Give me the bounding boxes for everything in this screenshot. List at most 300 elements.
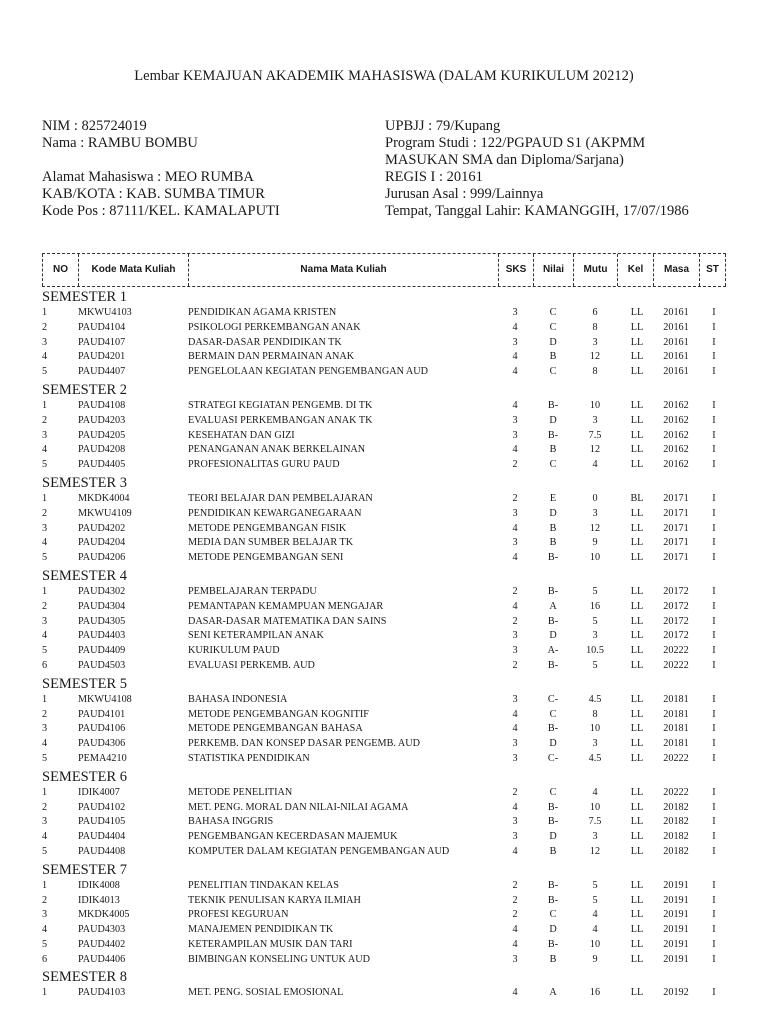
cell-masa: 20181 — [663, 708, 689, 720]
col-header-kode: Kode Mata Kuliah — [78, 254, 188, 286]
semester-title: SEMESTER 8 — [42, 969, 127, 986]
col-header-sks: SKS — [498, 254, 533, 286]
cell-no: 5 — [42, 459, 48, 471]
table-header — [42, 253, 726, 287]
cell-nama: EVALUASI PERKEMBANGAN ANAK TK — [188, 414, 373, 426]
cell-nama: PERKEMB. DAN KONSEP DASAR PENGEMB. AUD — [188, 738, 420, 750]
cell-kel: LL — [630, 723, 644, 735]
table-row — [42, 429, 726, 444]
cell-nilai: C — [549, 708, 557, 720]
cell-masa: 20181 — [663, 693, 689, 705]
cell-no: 2 — [42, 507, 48, 519]
info-line: REGIS I : 20161 — [385, 169, 483, 185]
cell-mutu: 12 — [589, 845, 601, 857]
cell-mutu: 10 — [589, 801, 601, 813]
cell-no: 4 — [42, 831, 48, 843]
cell-kel: LL — [630, 459, 644, 471]
cell-masa: 20161 — [663, 336, 689, 348]
cell-kel: LL — [630, 615, 644, 627]
cell-masa: 20171 — [663, 552, 689, 564]
cell-nilai: C — [549, 307, 557, 318]
cell-mutu: 4.5 — [588, 752, 602, 764]
cell-kode: PAUD4203 — [78, 414, 126, 426]
cell-kode: MKDK4004 — [78, 492, 130, 504]
info-line: UPBJJ : 79/Kupang — [385, 118, 501, 134]
cell-kode: MKWU4109 — [78, 507, 132, 519]
info-line: Jurusan Asal : 999/Lainnya — [385, 186, 544, 202]
table-row — [42, 306, 726, 321]
table-row — [42, 845, 726, 860]
cell-sks: 4 — [512, 552, 518, 564]
cell-no: 3 — [42, 723, 48, 735]
cell-masa: 20161 — [663, 351, 689, 363]
table-row — [42, 336, 726, 351]
table-row — [42, 458, 726, 473]
cell-kel: LL — [630, 909, 644, 921]
cell-no: 5 — [42, 938, 48, 950]
semester-title: SEMESTER 1 — [42, 289, 127, 305]
cell-masa: 20222 — [663, 786, 689, 798]
cell-kel: LL — [630, 693, 644, 705]
cell-mutu: 10 — [589, 552, 601, 564]
cell-no: 2 — [42, 801, 48, 813]
table-row — [42, 923, 726, 938]
cell-nilai: D — [549, 414, 557, 426]
cell-nilai: D — [549, 507, 557, 519]
cell-st: I — [712, 645, 716, 657]
cell-kode: PAUD4305 — [78, 615, 126, 627]
semester-title: SEMESTER 7 — [42, 861, 127, 878]
cell-sks: 2 — [512, 492, 518, 504]
cell-kode: PAUD4402 — [78, 938, 126, 950]
cell-kode: PAUD4503 — [78, 659, 126, 671]
cell-kel: LL — [630, 801, 644, 813]
cell-kode: PAUD4104 — [78, 321, 126, 333]
cell-nama: TEKNIK PENULISAN KARYA ILMIAH — [188, 894, 361, 906]
cell-kel: LL — [630, 600, 644, 612]
cell-nama: PROFESI KEGURUAN — [188, 909, 289, 921]
cell-nilai: B — [549, 953, 557, 965]
cell-kel: LL — [630, 307, 644, 318]
cell-st: I — [712, 738, 716, 750]
cell-kel: LL — [630, 924, 644, 936]
cell-kode: PAUD4208 — [78, 444, 126, 456]
cell-sks: 3 — [512, 507, 518, 519]
table-row — [42, 659, 726, 674]
cell-kode: PAUD4101 — [78, 708, 126, 720]
cell-sks: 4 — [512, 321, 518, 333]
table-row — [42, 786, 726, 801]
table-row — [42, 752, 726, 767]
cell-kode: PAUD4304 — [78, 600, 126, 612]
cell-st: I — [712, 693, 716, 705]
table-row — [42, 414, 726, 429]
cell-nilai: D — [549, 336, 557, 348]
cell-st: I — [712, 938, 716, 950]
cell-mutu: 3 — [592, 336, 598, 348]
cell-mutu: 10 — [589, 399, 601, 411]
cell-nilai: C- — [547, 693, 559, 705]
cell-nama: BAHASA INGGRIS — [188, 816, 274, 828]
col-header-mutu: Mutu — [573, 254, 617, 286]
cell-masa: 20191 — [663, 953, 689, 965]
cell-sks: 4 — [512, 801, 518, 813]
semester-title: SEMESTER 2 — [42, 381, 127, 398]
table-row — [42, 492, 726, 507]
cell-sks: 4 — [512, 924, 518, 936]
cell-nilai: C — [549, 909, 557, 921]
cell-masa: 20171 — [663, 507, 689, 519]
cell-st: I — [712, 459, 716, 471]
cell-st: I — [712, 845, 716, 857]
cell-nilai: B- — [547, 801, 559, 813]
cell-sks: 4 — [512, 399, 518, 411]
table-row — [42, 908, 726, 923]
cell-nilai: C — [549, 366, 557, 378]
cell-nama: BIMBINGAN KONSELING UNTUK AUD — [188, 953, 370, 965]
cell-nama: METODE PENGEMBANGAN KOGNITIF — [188, 708, 369, 720]
cell-masa: 20192 — [663, 987, 689, 999]
cell-no: 3 — [42, 909, 48, 921]
cell-mutu: 12 — [589, 444, 601, 456]
info-line: Alamat Mahasiswa : MEO RUMBA — [42, 169, 254, 185]
cell-no: 5 — [42, 845, 48, 857]
cell-kel: LL — [630, 351, 644, 363]
cell-kode: PAUD4106 — [78, 723, 126, 735]
cell-nilai: E — [549, 492, 557, 504]
cell-masa: 20191 — [663, 924, 689, 936]
cell-kode: PAUD4303 — [78, 924, 126, 936]
cell-st: I — [712, 399, 716, 411]
cell-no: 6 — [42, 953, 48, 965]
cell-nilai: B — [549, 351, 557, 363]
info-line: KAB/KOTA : KAB. SUMBA TIMUR — [42, 186, 265, 202]
table-row — [42, 585, 726, 600]
table-row — [42, 629, 726, 644]
table-row — [42, 365, 726, 380]
cell-kel: LL — [630, 507, 644, 519]
cell-nama: PENGEMBANGAN KECERDASAN MAJEMUK — [188, 831, 398, 843]
cell-mutu: 5 — [592, 894, 598, 906]
cell-masa: 20172 — [663, 585, 689, 597]
cell-masa: 20161 — [663, 366, 689, 378]
cell-sks: 2 — [512, 585, 518, 597]
cell-st: I — [712, 630, 716, 642]
semester-title: SEMESTER 3 — [42, 474, 127, 491]
cell-no: 5 — [42, 366, 48, 378]
cell-mutu: 12 — [589, 351, 601, 363]
cell-nilai: A — [549, 600, 557, 612]
cell-kode: PAUD4404 — [78, 831, 126, 843]
cell-sks: 3 — [512, 831, 518, 843]
cell-kode: IDIK4008 — [78, 879, 120, 891]
table-body — [42, 289, 726, 1001]
cell-masa: 20162 — [663, 399, 689, 411]
cell-nama: PEMBELAJARAN TERPADU — [188, 585, 317, 597]
info-line: Nama : RAMBU BOMBU — [42, 135, 198, 151]
col-header-kel: Kel — [617, 254, 653, 286]
cell-mutu: 6 — [592, 307, 598, 318]
cell-sks: 2 — [512, 909, 518, 921]
cell-no: 4 — [42, 630, 48, 642]
cell-st: I — [712, 987, 716, 999]
cell-sks: 3 — [512, 816, 518, 828]
cell-nama: BAHASA INDONESIA — [188, 693, 288, 705]
table-row — [42, 722, 726, 737]
cell-mutu: 8 — [592, 708, 598, 720]
cell-kode: PAUD4408 — [78, 845, 126, 857]
cell-nama: PENANGANAN ANAK BERKELAINAN — [188, 444, 366, 456]
cell-nilai: B- — [547, 816, 559, 828]
cell-st: I — [712, 723, 716, 735]
cell-nama: KESEHATAN DAN GIZI — [188, 429, 295, 441]
cell-nilai: B- — [547, 399, 559, 411]
student-info-left — [42, 118, 280, 220]
cell-kel: LL — [630, 987, 644, 999]
cell-st: I — [712, 321, 716, 333]
cell-nama: TEORI BELAJAR DAN PEMBELAJARAN — [188, 492, 373, 504]
table-row — [42, 536, 726, 551]
cell-no: 1 — [42, 307, 48, 318]
cell-nilai: B- — [547, 585, 559, 597]
cell-kode: PAUD4403 — [78, 630, 126, 642]
cell-sks: 3 — [512, 307, 518, 318]
table-row — [42, 600, 726, 615]
cell-kel: BL — [630, 492, 644, 504]
cell-kel: LL — [630, 429, 644, 441]
cell-kel: LL — [630, 537, 644, 549]
cell-mutu: 8 — [592, 366, 598, 378]
cell-no: 1 — [42, 987, 48, 999]
cell-masa: 20171 — [663, 537, 689, 549]
info-line: Tempat, Tanggal Lahir: KAMANGGIH, 17/07/1986 — [385, 203, 689, 219]
table-row — [42, 708, 726, 723]
grades-table — [42, 253, 726, 1001]
cell-kode: PEMA4210 — [78, 752, 127, 764]
cell-kel: LL — [630, 336, 644, 348]
cell-kel: LL — [630, 816, 644, 828]
cell-st: I — [712, 786, 716, 798]
cell-sks: 3 — [512, 738, 518, 750]
cell-masa: 20161 — [663, 321, 689, 333]
table-row — [42, 815, 726, 830]
cell-sks: 2 — [512, 786, 518, 798]
cell-st: I — [712, 507, 716, 519]
cell-kel: LL — [630, 399, 644, 411]
cell-sks: 4 — [512, 600, 518, 612]
cell-sks: 4 — [512, 708, 518, 720]
cell-st: I — [712, 492, 716, 504]
cell-nama: METODE PENGEMBANGAN FISIK — [188, 522, 347, 534]
cell-mutu: 4 — [592, 459, 598, 471]
cell-no: 3 — [42, 816, 48, 828]
cell-no: 1 — [42, 879, 48, 891]
info-line: MASUKAN SMA dan Diploma/Sarjana) — [385, 152, 624, 168]
cell-nama: MET. PENG. SOSIAL EMOSIONAL — [188, 987, 344, 999]
cell-no: 4 — [42, 924, 48, 936]
cell-kode: PAUD4407 — [78, 366, 126, 378]
table-row — [42, 953, 726, 968]
cell-masa: 20222 — [663, 645, 689, 657]
cell-sks: 4 — [512, 366, 518, 378]
cell-no: 1 — [42, 492, 48, 504]
student-info-right — [385, 118, 689, 220]
cell-nilai: B — [549, 845, 557, 857]
cell-kel: LL — [630, 879, 644, 891]
cell-nama: PSIKOLOGI PERKEMBANGAN ANAK — [188, 321, 361, 333]
cell-kode: PAUD4409 — [78, 645, 126, 657]
cell-kel: LL — [630, 752, 644, 764]
info-line: NIM : 825724019 — [42, 118, 147, 134]
cell-nama: METODE PENELITIAN — [188, 786, 293, 798]
cell-nilai: C — [549, 321, 557, 333]
table-row — [42, 644, 726, 659]
cell-nama: MET. PENG. MORAL DAN NILAI-NILAI AGAMA — [188, 801, 409, 813]
cell-nama: STATISTIKA PENDIDIKAN — [188, 752, 310, 764]
cell-sks: 2 — [512, 615, 518, 627]
col-header-nilai: Nilai — [533, 254, 573, 286]
cell-nama: EVALUASI PERKEMB. AUD — [188, 659, 315, 671]
col-header-nama: Nama Mata Kuliah — [188, 254, 498, 286]
cell-kode: PAUD4206 — [78, 552, 126, 564]
cell-nilai: B — [549, 522, 557, 534]
cell-st: I — [712, 537, 716, 549]
cell-nilai: B — [549, 444, 557, 456]
cell-no: 2 — [42, 708, 48, 720]
cell-kode: PAUD4205 — [78, 429, 126, 441]
table-row — [42, 879, 726, 894]
cell-nama: PENDIDIKAN AGAMA KRISTEN — [188, 307, 337, 318]
cell-st: I — [712, 659, 716, 671]
semester-title: SEMESTER 4 — [42, 567, 127, 584]
cell-sks: 4 — [512, 938, 518, 950]
cell-mutu: 16 — [589, 600, 601, 612]
cell-no: 1 — [42, 693, 48, 705]
cell-kel: LL — [630, 845, 644, 857]
cell-masa: 20182 — [663, 831, 689, 843]
cell-mutu: 4 — [592, 786, 598, 798]
cell-no: 5 — [42, 752, 48, 764]
cell-st: I — [712, 444, 716, 456]
cell-st: I — [712, 801, 716, 813]
table-row — [42, 693, 726, 708]
cell-sks: 3 — [512, 752, 518, 764]
cell-masa: 20222 — [663, 659, 689, 671]
cell-sks: 3 — [512, 953, 518, 965]
cell-mutu: 4 — [592, 924, 598, 936]
cell-mutu: 5 — [592, 615, 598, 627]
cell-st: I — [712, 909, 716, 921]
cell-kode: PAUD4204 — [78, 537, 126, 549]
cell-no: 2 — [42, 321, 48, 333]
cell-masa: 20172 — [663, 615, 689, 627]
cell-mutu: 9 — [592, 953, 598, 965]
cell-kode: PAUD4406 — [78, 953, 126, 965]
cell-nilai: D — [549, 924, 557, 936]
cell-nilai: C- — [547, 752, 559, 764]
cell-no: 4 — [42, 444, 48, 456]
cell-nilai: D — [549, 738, 557, 750]
cell-masa: 20172 — [663, 600, 689, 612]
cell-nilai: B- — [547, 659, 559, 671]
cell-sks: 3 — [512, 537, 518, 549]
cell-nama: BERMAIN DAN PERMAINAN ANAK — [188, 351, 355, 363]
cell-nilai: B- — [547, 552, 559, 564]
cell-nama: MANAJEMEN PENDIDIKAN TK — [188, 924, 334, 936]
cell-kode: PAUD4108 — [78, 399, 126, 411]
cell-sks: 3 — [512, 693, 518, 705]
cell-mutu: 5 — [592, 659, 598, 671]
col-header-st: ST — [699, 254, 726, 286]
cell-kel: LL — [630, 786, 644, 798]
cell-mutu: 10 — [589, 723, 601, 735]
info-line: Program Studi : 122/PGPAUD S1 (AKPMM — [385, 135, 646, 151]
cell-no: 6 — [42, 659, 48, 671]
cell-nilai: B — [549, 537, 557, 549]
table-row — [42, 551, 726, 566]
cell-kode: PAUD4201 — [78, 351, 126, 363]
cell-sks: 2 — [512, 659, 518, 671]
cell-kode: MKWU4108 — [78, 693, 132, 705]
cell-nama: DASAR-DASAR MATEMATIKA DAN SAINS — [188, 615, 387, 627]
cell-st: I — [712, 351, 716, 363]
cell-kel: LL — [630, 552, 644, 564]
cell-mutu: 3 — [592, 831, 598, 843]
cell-masa: 20191 — [663, 909, 689, 921]
cell-st: I — [712, 894, 716, 906]
cell-no: 4 — [42, 537, 48, 549]
cell-st: I — [712, 414, 716, 426]
cell-no: 2 — [42, 894, 48, 906]
cell-kel: LL — [630, 953, 644, 965]
cell-masa: 20222 — [663, 752, 689, 764]
cell-masa: 20181 — [663, 738, 689, 750]
cell-sks: 3 — [512, 630, 518, 642]
cell-masa: 20181 — [663, 723, 689, 735]
cell-mutu: 4.5 — [588, 693, 602, 705]
cell-kel: LL — [630, 645, 644, 657]
table-row — [42, 986, 726, 1001]
cell-kel: LL — [630, 630, 644, 642]
cell-mutu: 4 — [592, 909, 598, 921]
cell-nama: PENELITIAN TINDAKAN KELAS — [188, 879, 339, 891]
cell-kode: PAUD4306 — [78, 738, 126, 750]
table-row — [42, 321, 726, 336]
cell-nilai: B- — [547, 723, 559, 735]
cell-nama: PROFESIONALITAS GURU PAUD — [188, 459, 340, 471]
cell-sks: 4 — [512, 723, 518, 735]
cell-kel: LL — [630, 321, 644, 333]
cell-st: I — [712, 708, 716, 720]
cell-mutu: 3 — [592, 630, 598, 642]
cell-no: 3 — [42, 336, 48, 348]
cell-no: 4 — [42, 351, 48, 363]
cell-masa: 20162 — [663, 414, 689, 426]
cell-kode: PAUD4103 — [78, 987, 126, 999]
cell-masa: 20171 — [663, 492, 689, 504]
semester-title: SEMESTER 5 — [42, 675, 127, 692]
cell-masa: 20161 — [663, 307, 689, 318]
cell-no: 1 — [42, 399, 48, 411]
cell-st: I — [712, 615, 716, 627]
cell-sks: 2 — [512, 894, 518, 906]
cell-mutu: 9 — [592, 537, 598, 549]
cell-st: I — [712, 429, 716, 441]
cell-no: 3 — [42, 615, 48, 627]
cell-masa: 20172 — [663, 630, 689, 642]
table-row — [42, 507, 726, 522]
cell-sks: 4 — [512, 987, 518, 999]
